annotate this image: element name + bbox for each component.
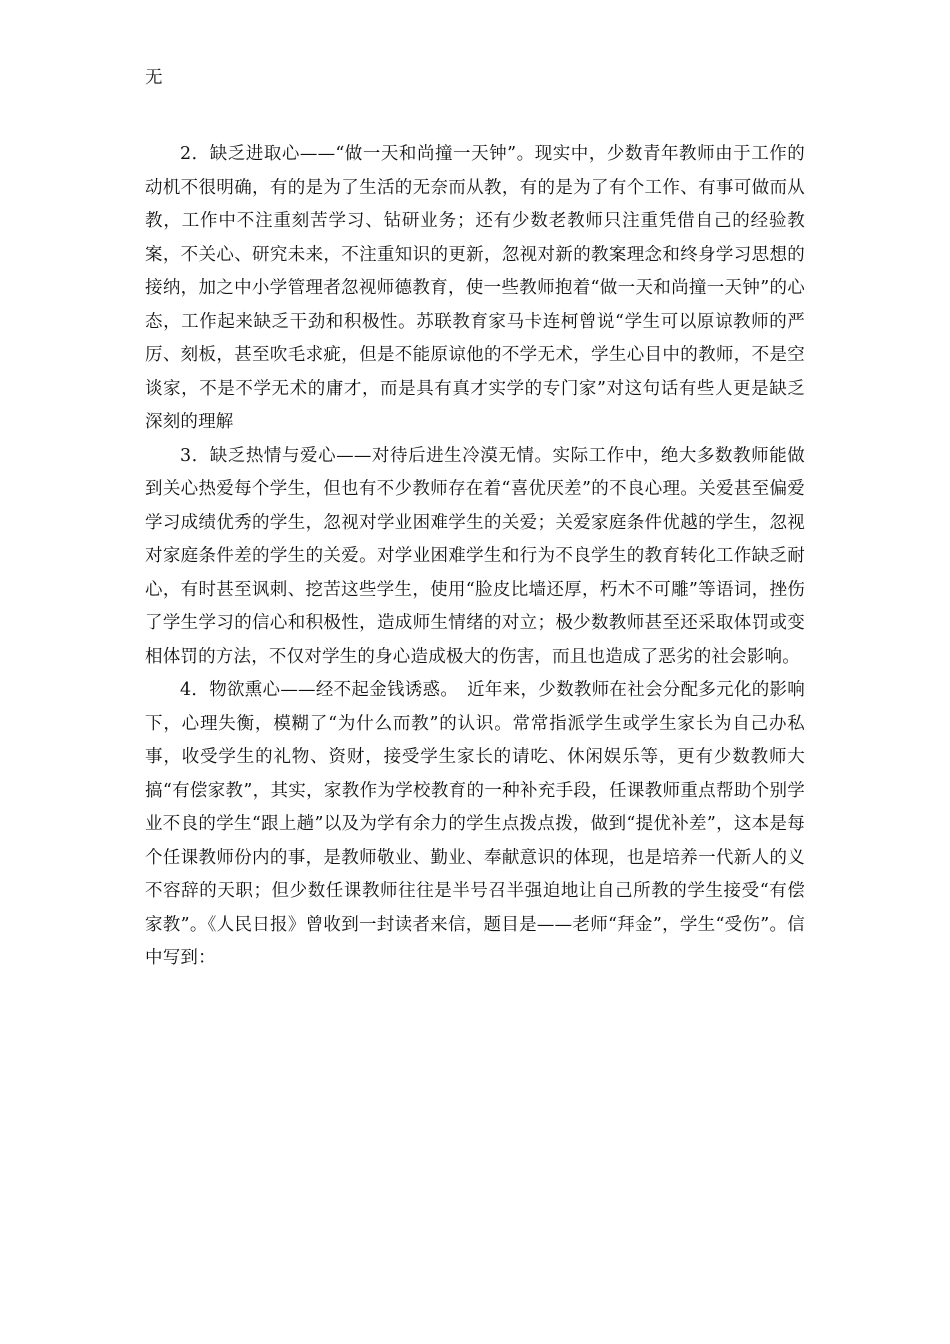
document-body [145,138,805,976]
top-text-fragment: 无 [145,68,163,88]
paragraph-lack-of-ambition: 2．缺乏进取心——“做一天和尚撞一天钟”。现实中，少数青年教师由于工作的动机不很明确，有的是为了生活的无奈而从教，有的是为了有个工作、有事可做而从教，工作中不注重刻苦学习、钻研业务；还有少数老教师只注重凭借自己的经验教案，不关心、研究未来，不注重知识的更新，忽视对新的教案理念和终身学习思想的接纳，加之中小学管理者忽视师德教育，使一些教师抱着“做一天和尚撞一天钟”的心态，工作起来缺乏干劲和积极性。苏联教育家马卡连柯曾说“学生可以原谅教师的严厉、刻板，甚至吹毛求疵，但是不能原谅他的不学无术，学生心目中的教师，不是空谈家，不是不学无术的庸才，而是具有真才实学的专门家”对这句话有些人更是缺乏深刻的理解 [145,144,805,432]
paragraph-lack-of-passion: 3．缺乏热情与爱心——对待后进生冷漠无情。实际工作中，绝大多数教师能做到关心热爱每个学生，但也有不少教师存在着“喜优厌差”的不良心理。关爱甚至偏爱学习成绩优秀的学生，忽视对学业困难学生的关爱；关爱家庭条件优越的学生，忽视对家庭条件差的学生的关爱。对学业困难学生和行为不良学生的教育转化工作缺乏耐心，有时甚至讽刺、挖苦这些学生，使用“脸皮比墙还厚，朽木不可雕”等语词，挫伤了学生学习的信心和积极性，造成师生情绪的对立；极少数教师甚至还采取体罚或变相体罚的方法，不仅对学生的身心造成极大的伤害，而且也造成了恶劣的社会影响。 [145,445,805,667]
paragraph-materialism: 4．物欲熏心——经不起金钱诱惑。 近年来，少数教师在社会分配多元化的影响下，心理失衡，模糊了“为什么而教”的认识。常常指派学生或学生家长为自己办私事，收受学生的礼物、资财，接受学生家长的请吃、休闲娱乐等，更有少数教师大搞“有偿家教”，其实，家教作为学校教育的一种补充手段，任课教师重点帮助个别学业不良的学生“跟上趟”以及为学有余力的学生点拨点拨，做到“提优补差”，这本是每个任课教师份内的事，是教师敬业、勤业、奉献意识的体现，也是培养一代新人的义不容辞的天职；但少数任课教师往往是半号召半强迫地让自己所教的学生接受“有偿家教”。《人民日报》曾收到一封读者来信，题目是——老师“拜金”，学生“受伤”。信中写到： [145,680,805,968]
